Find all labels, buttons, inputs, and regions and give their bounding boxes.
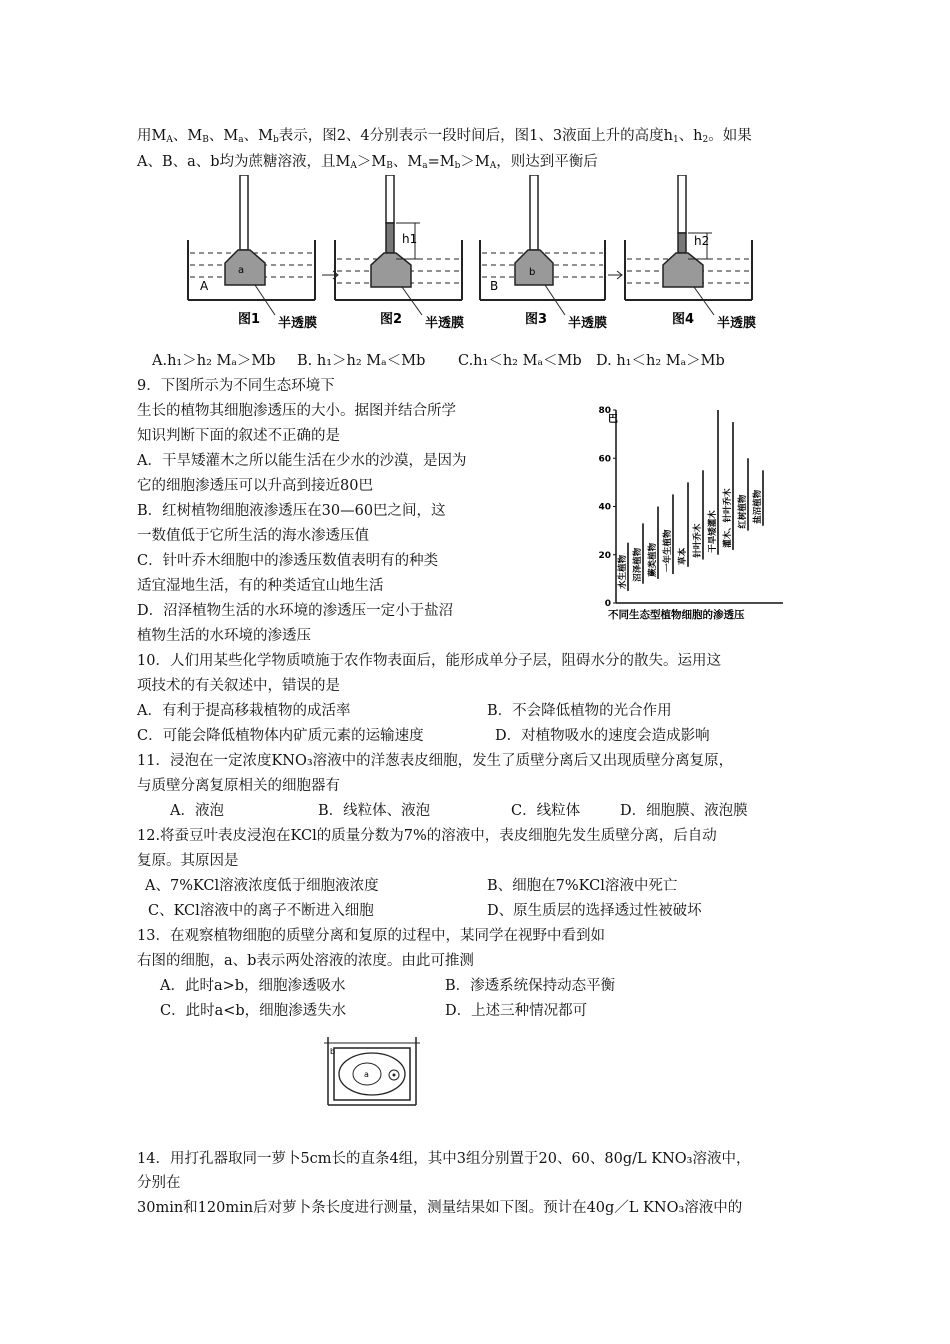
fig4-label: 图4 [672,312,695,327]
q10-line1: 10．人们用某些化学物质喷施于农作物表面后，能形成单分子层，阻碍水分的散失。运用这 [137,653,721,669]
chart-category-label: 蕨类植物 [648,542,658,577]
chart-category-label: 一年生植物 [663,529,673,573]
q10-option-c: C．可能会降低植物体内矿质元素的运输速度 [137,728,424,744]
q9-line2: 生长的植物其细胞渗透压的大小。据图并结合所学 [137,403,456,419]
chart-y-tick-label: 60 [598,454,611,465]
q9-option-a-1: A．干旱矮灌木之所以能生活在少水的沙漠，是因为 [137,453,467,469]
q9-option-d-2: 植物生活的水环境的渗透压 [137,628,311,644]
q11-option-b: B．线粒体、液泡 [318,803,431,819]
figure-1 [188,175,317,331]
q13-option-a: A．此时a>b，细胞渗透吸水 [160,978,346,994]
figure-2 [335,175,464,331]
bulb-b-label: b [529,267,536,278]
q8-line2: A、B、a、b均为蔗糖溶液，且$M_A>M_B$、$M_a=M_b>M_A$，则达到平衡后 [137,154,598,171]
chart-category-label: 干旱矮灌木 [708,510,718,553]
q9-option-c-1: C．针叶乔木细胞中的渗透压数值表明有的种类 [137,553,439,569]
q10-option-b: B．不会降低植物的光合作用 [487,703,672,719]
q14-line3: 30min和120min后对萝卜条长度进行测量，测量结果如下图。预计在40g／L KNO₃溶液中的 [137,1200,743,1216]
q12-option-b: B、细胞在7%KCl溶液中死亡 [487,878,678,894]
q10-option-a: A．有利于提高移栽植物的成活率 [137,703,351,719]
q8-option-b: B. h₁＞h₂ Mₐ＜Mb [297,353,426,369]
q13-option-c: C．此时a<b，细胞渗透失水 [160,1003,347,1019]
chart-category-label: 水生植物 [618,554,628,589]
bulb-a-label: a [238,265,245,276]
q12-option-c: C、KCl溶液中的离子不断进入细胞 [148,903,374,919]
h2-label: h2 [694,234,710,248]
q10-line2: 项技术的有关叙述中，错误的是 [137,678,340,694]
chart-category-label: 沼泽植物 [633,547,643,582]
q11-line2: 与质壁分离复原相关的细胞器有 [137,778,340,794]
h1-label: h1 [402,232,418,246]
q13-line1: 13．在观察植物细胞的质壁分离和复原的过程中，某同学在视野中看到如 [137,928,605,944]
q11-option-a: A．液泡 [170,803,224,819]
q11-option-c: C．线粒体 [511,803,581,819]
q9-option-a-2: 它的细胞渗透压可以升高到接近80巴 [137,478,373,494]
chart-category-label: 灌木、针叶乔木 [723,488,733,548]
chart-y-tick-label: 0 [604,599,611,609]
fig2-label: 图2 [380,312,403,327]
chart-category-label: 盐沼植物 [753,489,763,524]
chart-category-label: 针叶乔木 [693,523,703,558]
membrane-label-2: 半透膜 [425,316,465,331]
q14-line2: 分别在 [137,1175,181,1191]
q12-option-a: A、7%KCl溶液浓度低于细胞液浓度 [145,878,379,894]
chart-y-tick-label: 80 [598,406,611,416]
q13-option-d: D．上述三种情况都可 [445,1003,588,1019]
q9-option-c-2: 适宜湿地生活，有的种类适宜山地生活 [137,578,384,594]
q9-option-d-1: D．沼泽植物生活的水环境的渗透压一定小于盐沼 [137,603,454,619]
tank-a-label: A [200,279,209,293]
q10-option-d: D．对植物吸水的速度会造成影响 [495,728,710,744]
chart-y-tick-label: 40 [598,502,611,513]
membrane-label-4: 半透膜 [717,316,757,331]
q12-line2: 复原。其原因是 [137,853,239,869]
cell-a-label: a [364,1070,369,1079]
figure-3 [480,175,607,331]
q14-line1: 14．用打孔器取同一萝卜5cm长的直条4组，其中3组分别置于20、60、80g/L KNO₃溶液中， [137,1151,751,1167]
q12-option-d: D、原生质层的选择透过性被破坏 [487,903,702,919]
q9-option-b-1: B．红树植物细胞液渗透压在30—60巴之间，这 [137,503,446,519]
q12-line1: 12.将蚕豆叶表皮浸泡在KCl的质量分数为7%的溶液中，表皮细胞先发生质壁分离，后自动 [137,828,717,844]
q13-line2: 右图的细胞，a、b表示两处溶液的浓度。由此可推测 [137,953,474,969]
q9-option-b-2: 一数值低于它所生活的海水渗透压值 [137,528,369,544]
chart-category-label: 红树植物 [738,494,748,529]
cell-b-label: b [330,1047,336,1056]
chart-category-label: 草本 [678,547,688,565]
chart-y-tick-label: 20 [598,550,611,561]
q13-option-b: B．渗透系统保持动态平衡 [445,978,616,994]
q9-line1: 9．下图所示为不同生态环境下 [137,378,335,394]
osmotic-pressure-chart [588,398,788,628]
plant-cell-figure [320,1033,425,1113]
fig3-label: 图3 [525,312,548,327]
chart-title: 不同生态型植物细胞的渗透压 [608,609,745,621]
osmosis-figure [180,175,780,345]
q8-option-c: C.h₁＜h₂ Mₐ＜Mb [458,353,582,369]
q9-line3: 知识判断下面的叙述不正确的是 [137,428,340,444]
q11-line1: 11．浸泡在一定浓度KNO₃溶液中的洋葱表皮细胞，发生了质壁分离后又出现质壁分离复原， [137,753,734,769]
tank-b-label: B [490,279,499,293]
membrane-label-3: 半透膜 [568,316,608,331]
chart-y-unit: 巴 [608,414,618,425]
q8-option-d: D. h₁＜h₂ Mₐ＞Mb [596,353,725,369]
fig1-label: 图1 [238,312,261,327]
figure-4 [625,175,756,331]
q8-line1: 用$M_A$、$M_B$、$M_a$、$M_b$表示，图2、4分别表示一段时间后，图1、3液面上升的高度$h_1$、$h_2$。如果 [137,128,752,145]
q11-option-d: D．细胞膜、液泡膜 [620,803,748,819]
arrow-2 [608,271,622,279]
q8-option-a: A.h₁＞h₂ Mₐ＞Mb [152,353,276,369]
membrane-label-1: 半透膜 [278,316,318,331]
